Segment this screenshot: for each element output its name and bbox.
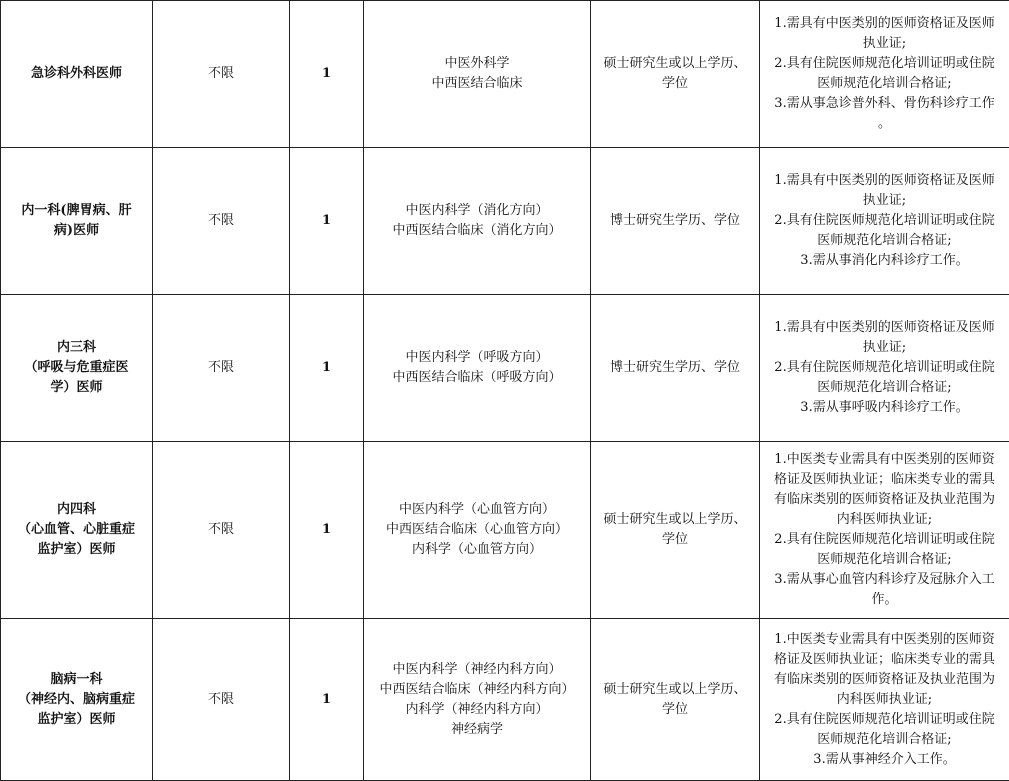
requirements-cell-line: 内科医师执业证; (760, 690, 1009, 710)
major-cell (364, 442, 591, 619)
requirements-cell-line: 3.需从事神经介入工作。 (760, 750, 1009, 770)
education-cell-line: 硕士研究生或以上学历、 (591, 510, 759, 530)
education-cell-line: 博士研究生学历、学位 (591, 211, 759, 231)
position-cell-line: 学）医师 (1, 378, 152, 398)
requirements-cell-line: 执业证; (760, 191, 1009, 211)
education-cell (591, 148, 760, 295)
age-cell: 不限 (153, 442, 290, 619)
position-cell-line: 脑病一科 (1, 670, 152, 690)
education-cell-line: 学位 (591, 74, 759, 94)
requirements-cell-line: 作。 (760, 590, 1009, 610)
requirements-cell-line: 2.具有住院医师规范化培训证明或住院 (760, 54, 1009, 74)
position-cell (1, 1, 153, 148)
position-cell (1, 295, 153, 442)
requirements-cell-line: 有临床类别的医师资格证及执业范围为 (760, 490, 1009, 510)
major-cell-line: 内科学（心血管方向） (364, 540, 590, 560)
major-cell-line: 中医内科学（心血管方向） (364, 500, 590, 520)
requirements-cell (760, 619, 1009, 781)
count-cell: 1 (290, 295, 364, 442)
position-cell-line: 急诊科外科医师 (1, 64, 152, 84)
major-cell-line: 中西医结合临床（消化方向） (364, 221, 590, 241)
major-cell-line: 内科学（神经内科方向） (364, 700, 590, 720)
age-cell: 不限 (153, 295, 290, 442)
major-cell-line: 中西医结合临床（心血管方向） (364, 520, 590, 540)
table-row (1, 148, 1009, 295)
requirements-cell-line: 医师规范化培训合格证; (760, 378, 1009, 398)
major-cell-line: 中西医结合临床（神经内科方向） (364, 680, 590, 700)
requirements-cell (760, 295, 1009, 442)
education-cell-line: 硕士研究生或以上学历、 (591, 680, 759, 700)
requirements-cell-line: 内科医师执业证; (760, 510, 1009, 530)
table-row (1, 619, 1009, 781)
major-cell-line: 中医外科学 (364, 54, 590, 74)
age-cell: 不限 (153, 1, 290, 148)
education-cell (591, 442, 760, 619)
major-cell-line: 神经病学 (364, 720, 590, 740)
requirements-cell-line: 格证及医师执业证；临床类专业的需具 (760, 470, 1009, 490)
count-cell: 1 (290, 442, 364, 619)
major-cell (364, 619, 591, 781)
requirements-cell-line: 1.中医类专业需具有中医类别的医师资 (760, 450, 1009, 470)
requirements-cell-line: 1.中医类专业需具有中医类别的医师资 (760, 630, 1009, 650)
position-cell-line: 监护室）医师 (1, 540, 152, 560)
position-cell-line: （神经内、脑病重症 (1, 690, 152, 710)
position-cell (1, 442, 153, 619)
requirements-cell-line: 医师规范化培训合格证; (760, 730, 1009, 750)
position-cell-line: 内四科 (1, 500, 152, 520)
age-cell: 不限 (153, 619, 290, 781)
position-cell-line: 内三科 (1, 338, 152, 358)
education-cell (591, 619, 760, 781)
requirements-cell-line: 执业证; (760, 34, 1009, 54)
requirements-cell-line: 执业证; (760, 338, 1009, 358)
major-cell (364, 295, 591, 442)
position-cell-line: 内一科(脾胃病、肝 (1, 201, 152, 221)
requirements-cell-line: 医师规范化培训合格证; (760, 231, 1009, 251)
requirements-cell-line: 医师规范化培训合格证; (760, 74, 1009, 94)
requirements-cell-line: 3.需从事呼吸内科诊疗工作。 (760, 398, 1009, 418)
requirements-cell-line: 1.需具有中医类别的医师资格证及医师 (760, 14, 1009, 34)
major-cell-line: 中医内科学（消化方向） (364, 201, 590, 221)
requirements-cell-line: 有临床类别的医师资格证及执业范围为 (760, 670, 1009, 690)
requirements-cell (760, 148, 1009, 295)
requirements-cell-line: 2.具有住院医师规范化培训证明或住院 (760, 211, 1009, 231)
count-cell: 1 (290, 619, 364, 781)
education-cell (591, 295, 760, 442)
requirements-cell (760, 442, 1009, 619)
education-cell (591, 1, 760, 148)
requirements-cell-line: 3.需从事消化内科诊疗工作。 (760, 251, 1009, 271)
major-cell-line: 中医内科学（神经内科方向） (364, 660, 590, 680)
position-cell-line: （呼吸与危重症医 (1, 358, 152, 378)
requirements-cell-line: 医师规范化培训合格证; (760, 550, 1009, 570)
requirements-cell (760, 1, 1009, 148)
major-cell (364, 1, 591, 148)
major-cell-line: 中西医结合临床（呼吸方向） (364, 368, 590, 388)
major-cell-line: 中医内科学（呼吸方向） (364, 348, 590, 368)
position-cell (1, 619, 153, 781)
table-row (1, 442, 1009, 619)
requirements-cell-line: 2.具有住院医师规范化培训证明或住院 (760, 358, 1009, 378)
position-cell-line: （心血管、心脏重症 (1, 520, 152, 540)
requirements-cell-line: 2.具有住院医师规范化培训证明或住院 (760, 710, 1009, 730)
count-cell: 1 (290, 1, 364, 148)
major-cell (364, 148, 591, 295)
education-cell-line: 博士研究生学历、学位 (591, 358, 759, 378)
requirements-cell-line: 3.需从事急诊普外科、骨伤科诊疗工作 (760, 94, 1009, 114)
position-cell (1, 148, 153, 295)
requirements-cell-line: 2.具有住院医师规范化培训证明或住院 (760, 530, 1009, 550)
requirements-cell-line: 。 (760, 114, 1009, 134)
table-row (1, 295, 1009, 442)
age-cell: 不限 (153, 148, 290, 295)
requirements-cell-line: 格证及医师执业证；临床类专业的需具 (760, 650, 1009, 670)
table-row (1, 1, 1009, 148)
position-cell-line: 监护室）医师 (1, 710, 152, 730)
requirements-cell-line: 1.需具有中医类别的医师资格证及医师 (760, 171, 1009, 191)
major-cell-line: 中西医结合临床 (364, 74, 590, 94)
table-body (1, 1, 1009, 781)
education-cell-line: 硕士研究生或以上学历、 (591, 54, 759, 74)
education-cell-line: 学位 (591, 530, 759, 550)
requirements-cell-line: 1.需具有中医类别的医师资格证及医师 (760, 318, 1009, 338)
education-cell-line: 学位 (591, 700, 759, 720)
count-cell: 1 (290, 148, 364, 295)
position-cell-line: 病)医师 (1, 221, 152, 241)
requirements-cell-line: 3.需从事心血管内科诊疗及冠脉介入工 (760, 570, 1009, 590)
